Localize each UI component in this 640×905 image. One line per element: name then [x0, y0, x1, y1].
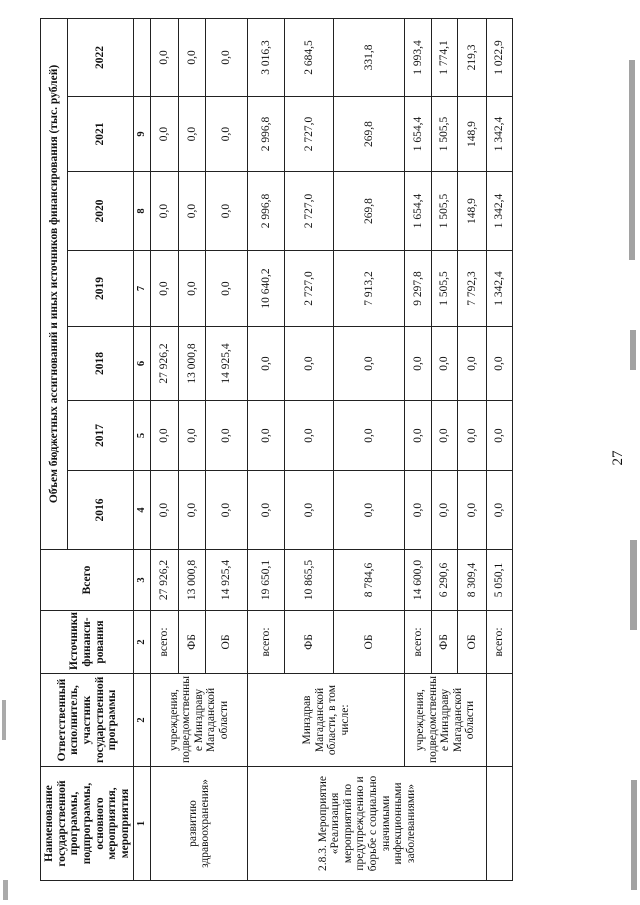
value-cell: 10 640,2 [248, 251, 284, 327]
value-cell: 0,0 [405, 401, 432, 471]
col-number: 9 [134, 97, 151, 172]
value-cell: 9 297,8 [405, 251, 432, 327]
col-number: 8 [134, 172, 151, 251]
value-cell: 1 654,4 [405, 97, 432, 172]
source-cell: ФБ [178, 611, 206, 674]
header-year: 2021 [68, 97, 134, 172]
value-cell: 0,0 [151, 18, 179, 96]
header-name: Наименование государственной программы, подпрограммы, основного мероприятия, мероприятия [41, 767, 134, 881]
value-cell: 7 792,3 [458, 251, 487, 327]
measure-name: 2.8.3. Мероприятие «Реализация мероприятий по предупреждению и борьбе с социально значимыми инфекционными заболеваниями» [248, 767, 487, 881]
source-cell: ОБ [334, 611, 405, 674]
col-number: 7 [134, 251, 151, 327]
scan-edge-left [0, 0, 10, 905]
financing-table [40, 18, 513, 881]
source-cell: ОБ [458, 611, 487, 674]
value-cell: 269,8 [334, 97, 405, 172]
total-cell: 6 290,6 [431, 550, 458, 611]
total-cell: 8 784,6 [334, 550, 405, 611]
executor-name: учреждения, подведомственны е Минздраву Магаданской области [151, 674, 248, 767]
value-cell: 0,0 [178, 172, 206, 251]
value-cell: 7 913,2 [334, 251, 405, 327]
source-cell: ФБ [284, 611, 334, 674]
total-cell: 14 600,0 [405, 550, 432, 611]
value-cell: 0,0 [431, 327, 458, 401]
value-cell: 13 000,8 [178, 327, 206, 401]
col-number: 5 [134, 401, 151, 471]
col-number: 2 [134, 674, 151, 767]
value-cell: 1 505,5 [431, 97, 458, 172]
value-cell: 2 996,8 [248, 172, 284, 251]
value-cell: 0,0 [151, 251, 179, 327]
value-cell: 0,0 [284, 401, 334, 471]
value-cell: 0,0 [206, 18, 248, 96]
value-cell: 14 925,4 [206, 327, 248, 401]
source-cell: всего: [151, 611, 179, 674]
source-cell: ОБ [206, 611, 248, 674]
value-cell: 148,9 [458, 172, 487, 251]
page-number: 27 [610, 450, 626, 466]
total-cell: 14 925,4 [206, 550, 248, 611]
col-number: 1 [134, 767, 151, 881]
header-year: 2020 [68, 172, 134, 251]
value-cell: 0,0 [178, 18, 206, 96]
value-cell: 0,0 [206, 251, 248, 327]
header-year: 2018 [68, 327, 134, 401]
measure-name: развитию здравоохранения» [151, 767, 248, 881]
value-cell: 0,0 [431, 401, 458, 471]
total-cell: 13 000,8 [178, 550, 206, 611]
total-cell: 10 865,5 [284, 550, 334, 611]
value-cell: 0,0 [248, 471, 284, 550]
col-number: 6 [134, 327, 151, 401]
measure-name [486, 767, 513, 881]
header-executor: Ответственный исполнитель, участник государственной программы [41, 674, 134, 767]
value-cell: 0,0 [178, 471, 206, 550]
value-cell: 0,0 [431, 471, 458, 550]
value-cell: 2 996,8 [248, 97, 284, 172]
value-cell: 0,0 [178, 401, 206, 471]
value-cell: 331,8 [334, 18, 405, 96]
value-cell: 0,0 [334, 327, 405, 401]
total-cell: 5 050,1 [486, 550, 513, 611]
source-cell: всего: [486, 611, 513, 674]
value-cell: 1 342,4 [486, 172, 513, 251]
value-cell: 1 654,4 [405, 172, 432, 251]
value-cell: 0,0 [284, 471, 334, 550]
header-year: 2016 [68, 471, 134, 550]
value-cell: 1 342,4 [486, 97, 513, 172]
value-cell: 2 727,0 [284, 97, 334, 172]
executor-name: учреждения, подведомственны е Минздраву Магаданской области [405, 674, 487, 767]
value-cell: 0,0 [206, 401, 248, 471]
rotated-table-wrapper [40, 19, 510, 881]
value-cell: 0,0 [405, 471, 432, 550]
value-cell: 0,0 [248, 401, 284, 471]
value-cell: 0,0 [206, 97, 248, 172]
header-source: Источники финанси-рования [41, 611, 134, 674]
value-cell: 0,0 [206, 172, 248, 251]
source-cell: всего: [405, 611, 432, 674]
header-year: 2019 [68, 251, 134, 327]
value-cell: 269,8 [334, 172, 405, 251]
source-cell: ФБ [431, 611, 458, 674]
value-cell: 27 926,2 [151, 327, 179, 401]
value-cell: 0,0 [334, 471, 405, 550]
table-row [248, 18, 284, 880]
header-year: 2017 [68, 401, 134, 471]
value-cell: 1 774,1 [431, 18, 458, 96]
value-cell: 2 684,5 [284, 18, 334, 96]
col-number: 4 [134, 471, 151, 550]
total-cell: 27 926,2 [151, 550, 179, 611]
source-cell: всего: [248, 611, 284, 674]
table-row [486, 18, 513, 880]
value-cell: 148,9 [458, 97, 487, 172]
value-cell: 0,0 [486, 327, 513, 401]
value-cell: 0,0 [178, 97, 206, 172]
value-cell: 0,0 [486, 401, 513, 471]
value-cell: 1 993,4 [405, 18, 432, 96]
executor-name: Минздрав Магаданской области, в том числе: [248, 674, 405, 767]
value-cell: 0,0 [151, 471, 179, 550]
col-number: 3 [134, 550, 151, 611]
value-cell: 1 022,9 [486, 18, 513, 96]
value-cell: 2 727,0 [284, 172, 334, 251]
table-row [405, 18, 432, 880]
value-cell: 2 727,0 [284, 251, 334, 327]
value-cell: 0,0 [486, 471, 513, 550]
value-cell: 0,0 [178, 251, 206, 327]
value-cell: 1 342,4 [486, 251, 513, 327]
value-cell: 0,0 [284, 327, 334, 401]
table-row [151, 18, 179, 880]
header-year: 2022 [68, 18, 134, 96]
col-number: 2 [134, 611, 151, 674]
value-cell: 0,0 [458, 471, 487, 550]
value-cell: 0,0 [334, 401, 405, 471]
executor-name [486, 674, 513, 767]
value-cell: 1 505,5 [431, 172, 458, 251]
value-cell: 0,0 [151, 401, 179, 471]
scan-edge-right [626, 0, 640, 905]
value-cell: 0,0 [151, 172, 179, 251]
total-cell: 8 309,4 [458, 550, 487, 611]
col-number [134, 18, 151, 96]
value-cell: 0,0 [248, 327, 284, 401]
value-cell: 0,0 [458, 401, 487, 471]
value-cell: 0,0 [206, 471, 248, 550]
total-cell: 19 650,1 [248, 550, 284, 611]
value-cell: 0,0 [458, 327, 487, 401]
header-total: Всего [41, 550, 134, 611]
value-cell: 3 016,3 [248, 18, 284, 96]
header-volume: Объем бюджетных ассигнований и иных источников финансирования (тыс. рублей) [41, 18, 68, 549]
value-cell: 219,3 [458, 18, 487, 96]
value-cell: 0,0 [405, 327, 432, 401]
value-cell: 1 505,5 [431, 251, 458, 327]
value-cell: 0,0 [151, 97, 179, 172]
